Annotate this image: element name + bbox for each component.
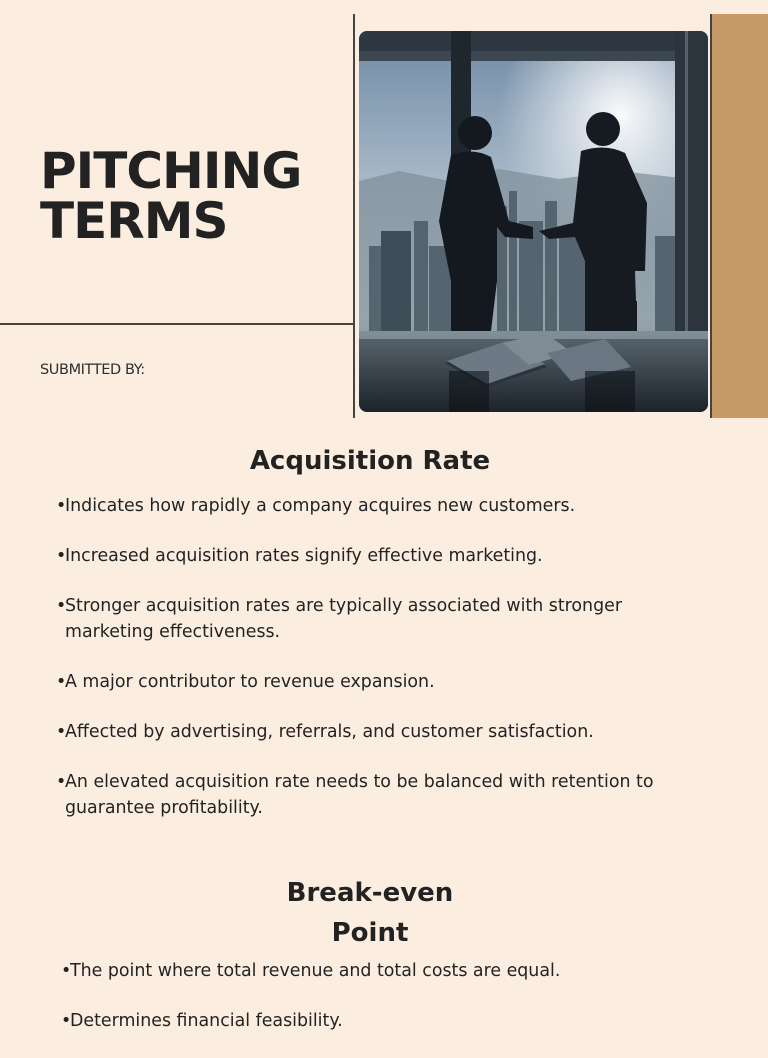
list-item: • Stronger acquisition rates are typically associated with stronger marketing effectiveness. [56,593,706,645]
title-divider [0,323,355,325]
break-even-bullets [61,958,711,1058]
bullet-icon: • [56,772,67,792]
bullet-icon: • [56,672,67,692]
list-item: • Increased acquisition rates signify effective marketing. [56,543,706,569]
handshake-illustration [359,31,708,412]
list-item: • An elevated acquisition rate needs to be balanced with retention to guarantee profitability. [56,769,706,821]
submitted-by-label: SUBMITTED BY: [40,362,145,378]
cover-photo [359,31,708,412]
page-title: PITCHING TERMS [40,142,302,250]
break-even-heading: Break-even Point [286,878,454,948]
list-item: • Indicates how rapidly a company acquires new customers. [56,493,706,519]
bullet-icon: • [56,722,67,742]
bullet-icon: • [56,546,67,566]
list-item: • A major contributor to revenue expansion. [56,669,706,695]
accent-bar [712,14,768,418]
acquisition-rate-bullets [56,493,706,845]
bullet-icon: • [56,596,67,616]
list-item: • Determines financial feasibility. [61,1008,711,1034]
list-item: • Affected by advertising, referrals, and customer satisfaction. [56,719,706,745]
list-item: • The point where total revenue and total costs are equal. [61,958,711,984]
bullet-icon: • [61,1011,72,1031]
bullet-icon: • [56,496,67,516]
acquisition-rate-heading: Acquisition Rate [249,446,491,476]
bullet-icon: • [61,961,72,981]
photo-frame-left-line [353,14,355,418]
